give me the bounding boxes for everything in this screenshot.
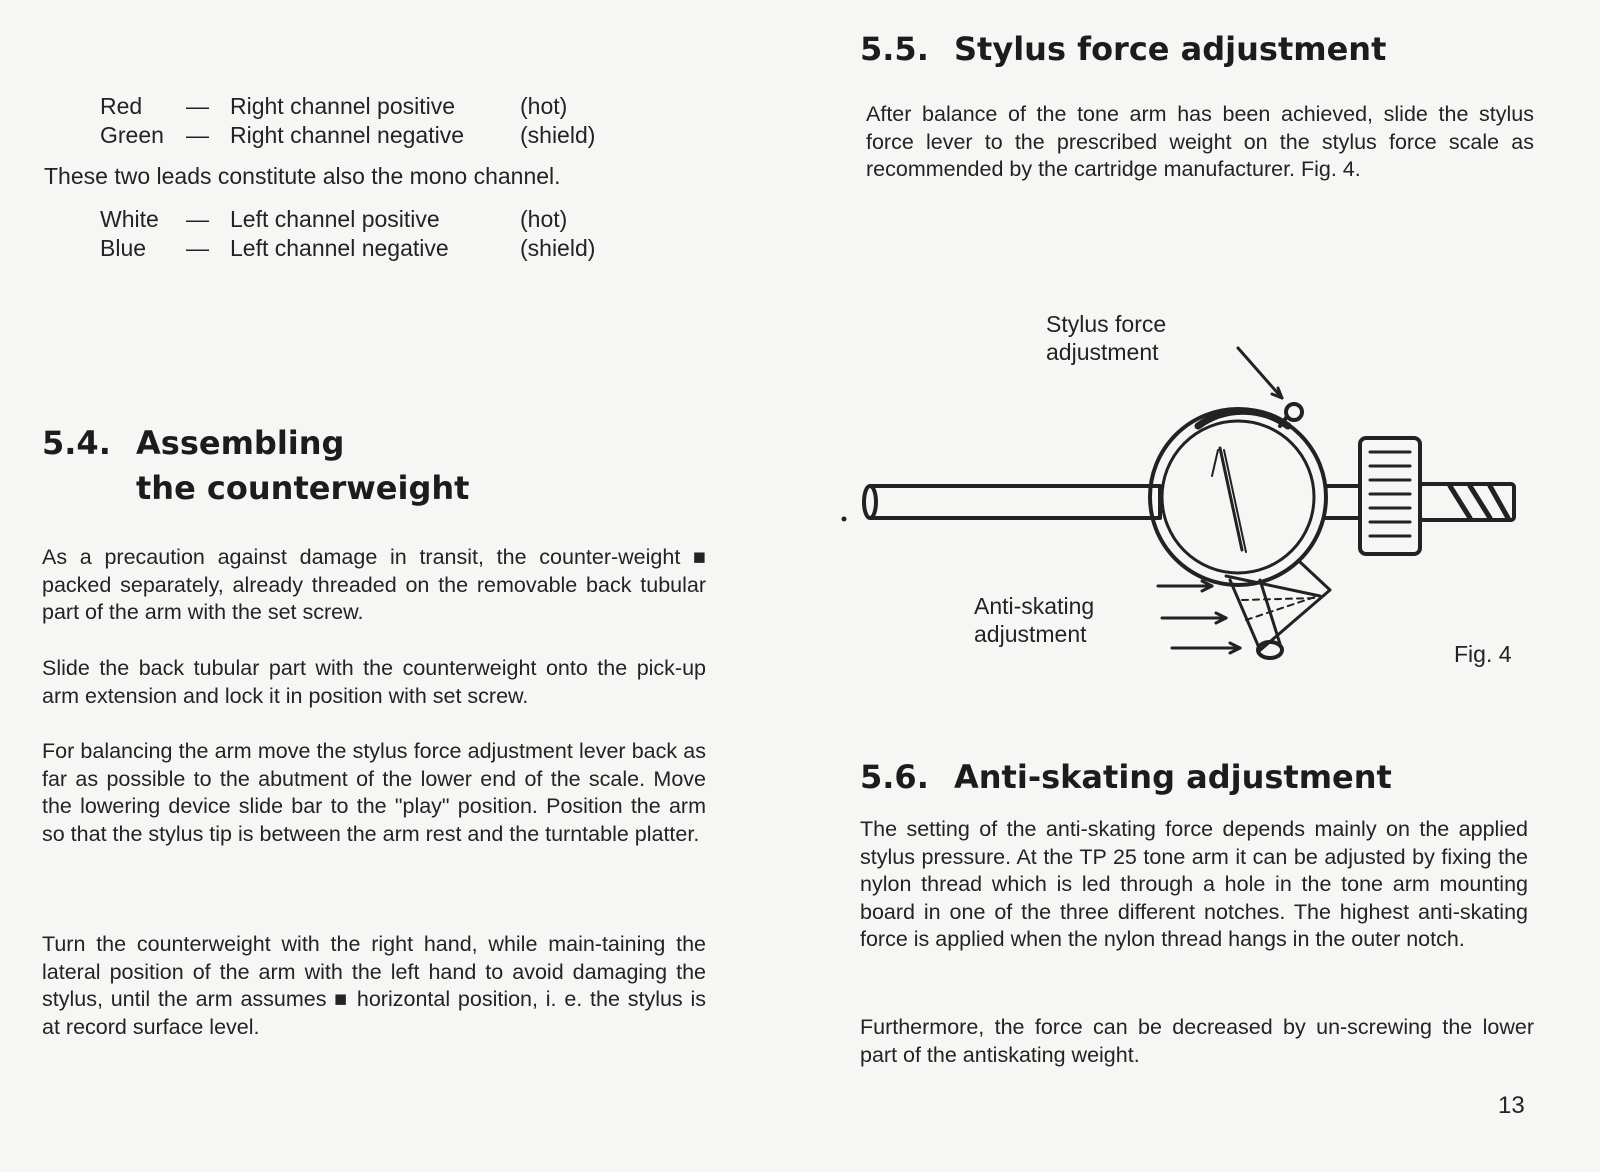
section-title: Stylus force adjustment [954, 30, 1387, 68]
left-channel-wiring [100, 205, 595, 263]
wire-note: (hot) [520, 206, 568, 232]
wire-description: Right channel positive [230, 93, 456, 119]
section-title-line1: Assembling [136, 424, 345, 462]
left-page [0, 0, 760, 1172]
wire-row-green [100, 121, 595, 150]
stylus-force-adjustment-label [1046, 310, 1166, 366]
fig-4-tone-arm-diagram [840, 300, 1560, 680]
section-5-5-para: After balance of the tone arm has been achieved, slide the stylus force lever to the prescribed weight on the stylus force scale as recommended by the cartridge manufacturer. Fig. 4. [866, 102, 1534, 181]
section-5-6-para-2: Furthermore, the force can be decreased by un-screwing the lower part of the antiskating weight. [860, 1015, 1534, 1067]
section-number: 5.5. [860, 30, 929, 68]
section-5-4-para-2: Slide the back tubular part with the counterweight onto the pick-up arm extension and lock it in position with set screw. [42, 656, 706, 708]
section-5-4-heading [42, 424, 344, 462]
label-line: adjustment [974, 621, 1087, 647]
annotation-arrows [1158, 348, 1282, 653]
page-number: 13 [1498, 1092, 1525, 1119]
wire-color: Red [100, 93, 143, 119]
mono-channel-note: These two leads constitute also the mono channel. [44, 163, 561, 189]
label-line: adjustment [1046, 339, 1159, 365]
arm-tube [864, 486, 1160, 518]
wire-color: Blue [100, 235, 147, 261]
section-5-4-para-4: Turn the counterweight with the right hand, while main-taining the lateral position of the arm with the left hand to avoid damaging the stylus, until the arm assumes ■ horizontal position, i. e. the stylus is at record surface level. [42, 932, 706, 1039]
section-5-6-para-1: The setting of the anti-skating force depends mainly on the applied stylus pressure. At the TP 25 tone arm it can be adjusted by fixing the nylon thread which is led through a hole in the tone arm mounting board in one of the three different notches. The highest anti-skating force is applied when the nylon thread hangs in the outer notch. [860, 817, 1528, 951]
tone-arm-drawing [840, 300, 1560, 680]
stylus-force-dial [1150, 409, 1326, 585]
anti-skating-adjustment-label [974, 592, 1094, 648]
wire-row-white [100, 205, 595, 234]
section-5-6-heading [860, 758, 1392, 796]
wire-description: Left channel positive [230, 206, 440, 232]
label-line: Anti-skating [974, 593, 1095, 619]
wire-note: (shield) [520, 122, 596, 148]
section-title-line2: the counterweight [136, 469, 470, 507]
label-line: Stylus force [1046, 311, 1167, 337]
wire-dash: — [186, 206, 209, 232]
wire-description: Left channel negative [230, 235, 449, 261]
wire-description: Right channel negative [230, 122, 464, 148]
figure-caption: Fig. 4 [1454, 641, 1512, 667]
wire-note: (shield) [520, 235, 596, 261]
wire-dash: — [186, 93, 209, 119]
wire-dash: — [186, 122, 209, 148]
wire-row-blue [100, 234, 595, 263]
stylus-force-knob [1280, 404, 1302, 426]
wire-color: White [100, 206, 159, 232]
right-channel-wiring [100, 92, 595, 150]
section-5-4-para-3: For balancing the arm move the stylus force adjustment lever back as far as possible to the abutment of the lower end of the scale. Move the lowering device slide bar to the "play" position. Position the arm so that the stylus tip is between the arm rest and the turntable platter. [42, 739, 706, 846]
stray-dot [842, 517, 847, 522]
wire-dash: — [186, 235, 209, 261]
section-5-5-heading [860, 30, 1386, 68]
section-number: 5.4. [42, 424, 111, 462]
wire-row-red [100, 92, 595, 121]
section-number: 5.6. [860, 758, 929, 796]
section-5-4-para-1: As a precaution against damage in transit, the counter-weight ■ packed separately, already threaded on the removable back tubular part of the arm with the set screw. [42, 545, 706, 624]
wire-color: Green [100, 122, 164, 148]
counterweight [1326, 438, 1514, 554]
section-title: Anti-skating adjustment [954, 758, 1392, 796]
section-5-4-heading-line2 [136, 469, 469, 507]
wire-note: (hot) [520, 93, 568, 119]
